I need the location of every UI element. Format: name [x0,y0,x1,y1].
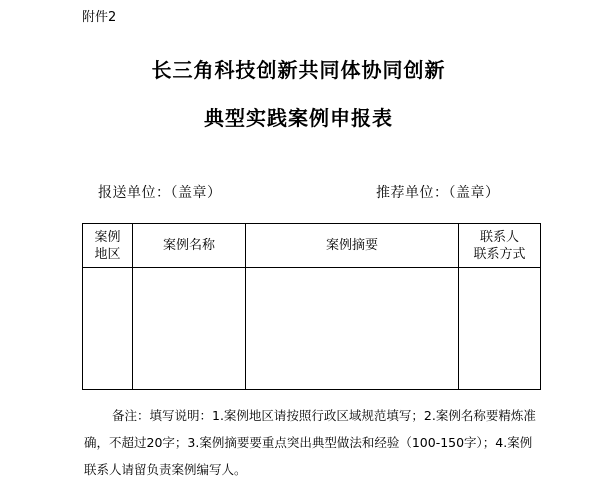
header-case-summary-text: 案例摘要 [325,238,378,253]
header-case-region [83,224,133,268]
attachment-label: 附件2 [82,10,117,25]
header-case-region-line2: 地区 [94,246,121,262]
table-header-row [83,224,541,268]
header-contact-line1: 联系人 [479,229,519,245]
submitting-unit-label: 报送单位：（盖章） [98,185,222,201]
header-case-region-line1: 案例 [94,229,121,245]
case-summary-cell[interactable] [246,268,459,390]
case-report-table [82,223,541,390]
header-contact-line2: 联系方式 [473,246,526,262]
form-note: 备注：填写说明：1.案例地区请按照行政区域规范填写；2.案例名称要精炼准确，不超过20字；3.案例摘要要重点突出典型做法和经验（100-150字）；4.案例联系人请留负责案例编写人。 [84,408,536,477]
header-case-name [133,224,246,268]
case-name-cell[interactable] [133,268,246,390]
header-case-name-text: 案例名称 [162,238,215,253]
table-row [83,268,541,390]
form-title-line1: 长三角科技创新共同体协同创新 [151,58,446,82]
recommending-unit-label: 推荐单位：（盖章） [376,185,500,201]
header-case-summary [246,224,459,268]
case-region-cell[interactable] [83,268,133,390]
contact-cell[interactable] [459,268,541,390]
form-title-line2: 典型实践案例申报表 [204,106,393,130]
header-contact [459,224,541,268]
